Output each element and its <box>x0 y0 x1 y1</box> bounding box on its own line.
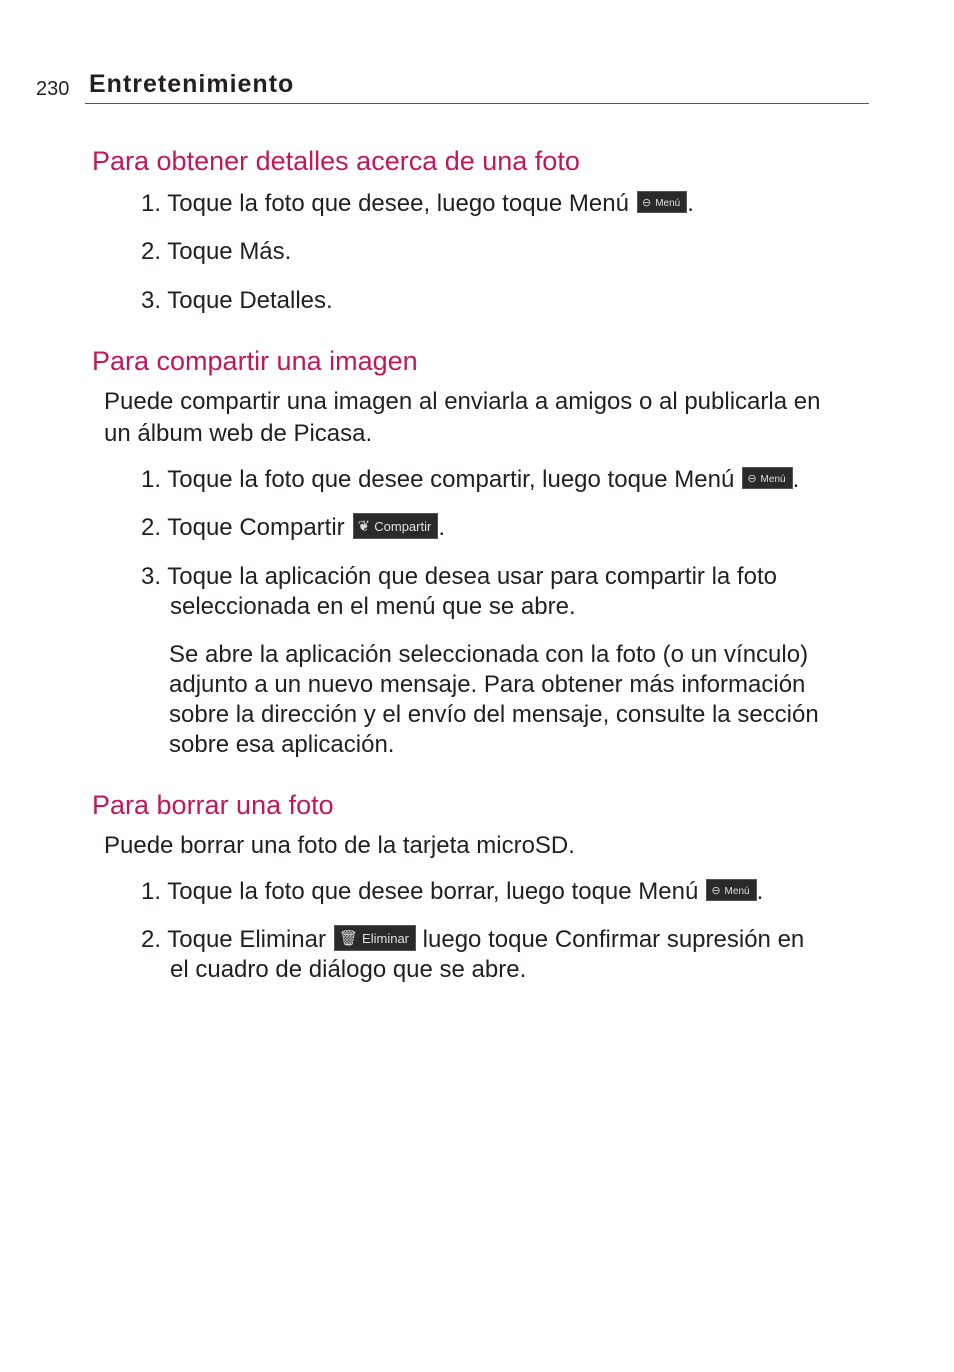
share-button-label: Compartir <box>374 518 432 534</box>
share-note-line-1: Se abre la aplicación seleccionada con la foto (o un vínculo) <box>169 641 809 668</box>
share-note-line-2: adjunto a un nuevo mensaje. Para obtener más información <box>169 671 806 698</box>
share-step-1 <box>141 465 799 495</box>
section-heading-share: Para compartir una imagen <box>92 346 418 376</box>
menu-icon: ⊖ <box>711 884 721 897</box>
delete-step-1 <box>141 877 763 907</box>
step-bold: Menú <box>638 878 699 905</box>
delete-step-2-cont: el cuadro de diálogo que se abre. <box>170 956 527 983</box>
step-text: 2. Toque <box>141 514 240 541</box>
step-bold: Menú <box>568 190 629 217</box>
section-heading-details: Para obtener detalles acerca de una foto <box>92 146 580 176</box>
step-bold: Eliminar <box>239 926 326 953</box>
chapter-title: Entretenimiento <box>89 70 295 98</box>
header-rule <box>85 103 869 104</box>
step-bold: Más <box>239 238 285 265</box>
menu-button-image <box>637 191 687 213</box>
step-end: . <box>284 238 292 265</box>
menu-icon: ⊖ <box>747 472 757 485</box>
share-step-3: 3. Toque la aplicación que desea usar para compartir la foto <box>141 563 777 590</box>
step-text: 2. Toque <box>141 238 240 265</box>
delete-button-label: Eliminar <box>362 930 410 946</box>
delete-intro: Puede borrar una foto de la tarjeta microSD. <box>104 832 575 859</box>
step-mid: luego toque <box>416 926 555 953</box>
step-bold: Menú <box>674 466 735 493</box>
page-number: 230 <box>36 78 70 100</box>
step-end: . <box>438 514 445 541</box>
step-text: 2. Toque <box>141 926 240 953</box>
step-end: en <box>770 926 805 953</box>
step-text: 1. Toque la foto que desee, luego toque <box>141 190 569 217</box>
menu-button-image <box>742 467 792 489</box>
share-button-image <box>353 513 439 539</box>
details-step-3 <box>141 286 333 316</box>
share-note-line-3: sobre la dirección y el envío del mensaje, consulte la sección <box>169 701 819 728</box>
share-intro-line-2: un álbum web de Picasa. <box>104 420 373 447</box>
details-step-1 <box>141 189 694 219</box>
step-end: . <box>687 190 694 217</box>
delete-step-2 <box>141 925 804 955</box>
menu-button-label: Menú <box>724 885 750 897</box>
share-icon: ❦ <box>357 517 371 535</box>
share-note-line-4: sobre esa aplicación. <box>169 731 395 758</box>
delete-button-image <box>334 925 416 951</box>
step-bold: Compartir <box>239 514 345 541</box>
share-step-2 <box>141 513 445 543</box>
section-heading-delete: Para borrar una foto <box>92 790 334 820</box>
share-intro-line-1: Puede compartir una imagen al enviarla a amigos o al publicarla en <box>104 388 821 415</box>
step-end: . <box>326 287 333 314</box>
trash-icon: 🗑 <box>339 929 359 947</box>
step-end: . <box>792 466 800 493</box>
step-bold: Detalles <box>239 287 327 314</box>
share-step-3-cont: seleccionada en el menú que se abre. <box>170 593 576 620</box>
step-text: 1. Toque la foto que desee borrar, luego toque <box>141 878 639 905</box>
step-text: 3. Toque <box>141 287 240 314</box>
menu-button-label: Menú <box>655 197 681 209</box>
menu-button-image <box>706 879 756 901</box>
step-end: . <box>756 878 764 905</box>
menu-icon: ⊖ <box>641 196 652 209</box>
step-bold-2: Confirmar supresión <box>554 926 771 953</box>
menu-button-label: Menú <box>760 473 786 485</box>
details-step-2 <box>141 237 291 267</box>
step-text: 1. Toque la foto que desee compartir, luego toque <box>141 466 675 493</box>
